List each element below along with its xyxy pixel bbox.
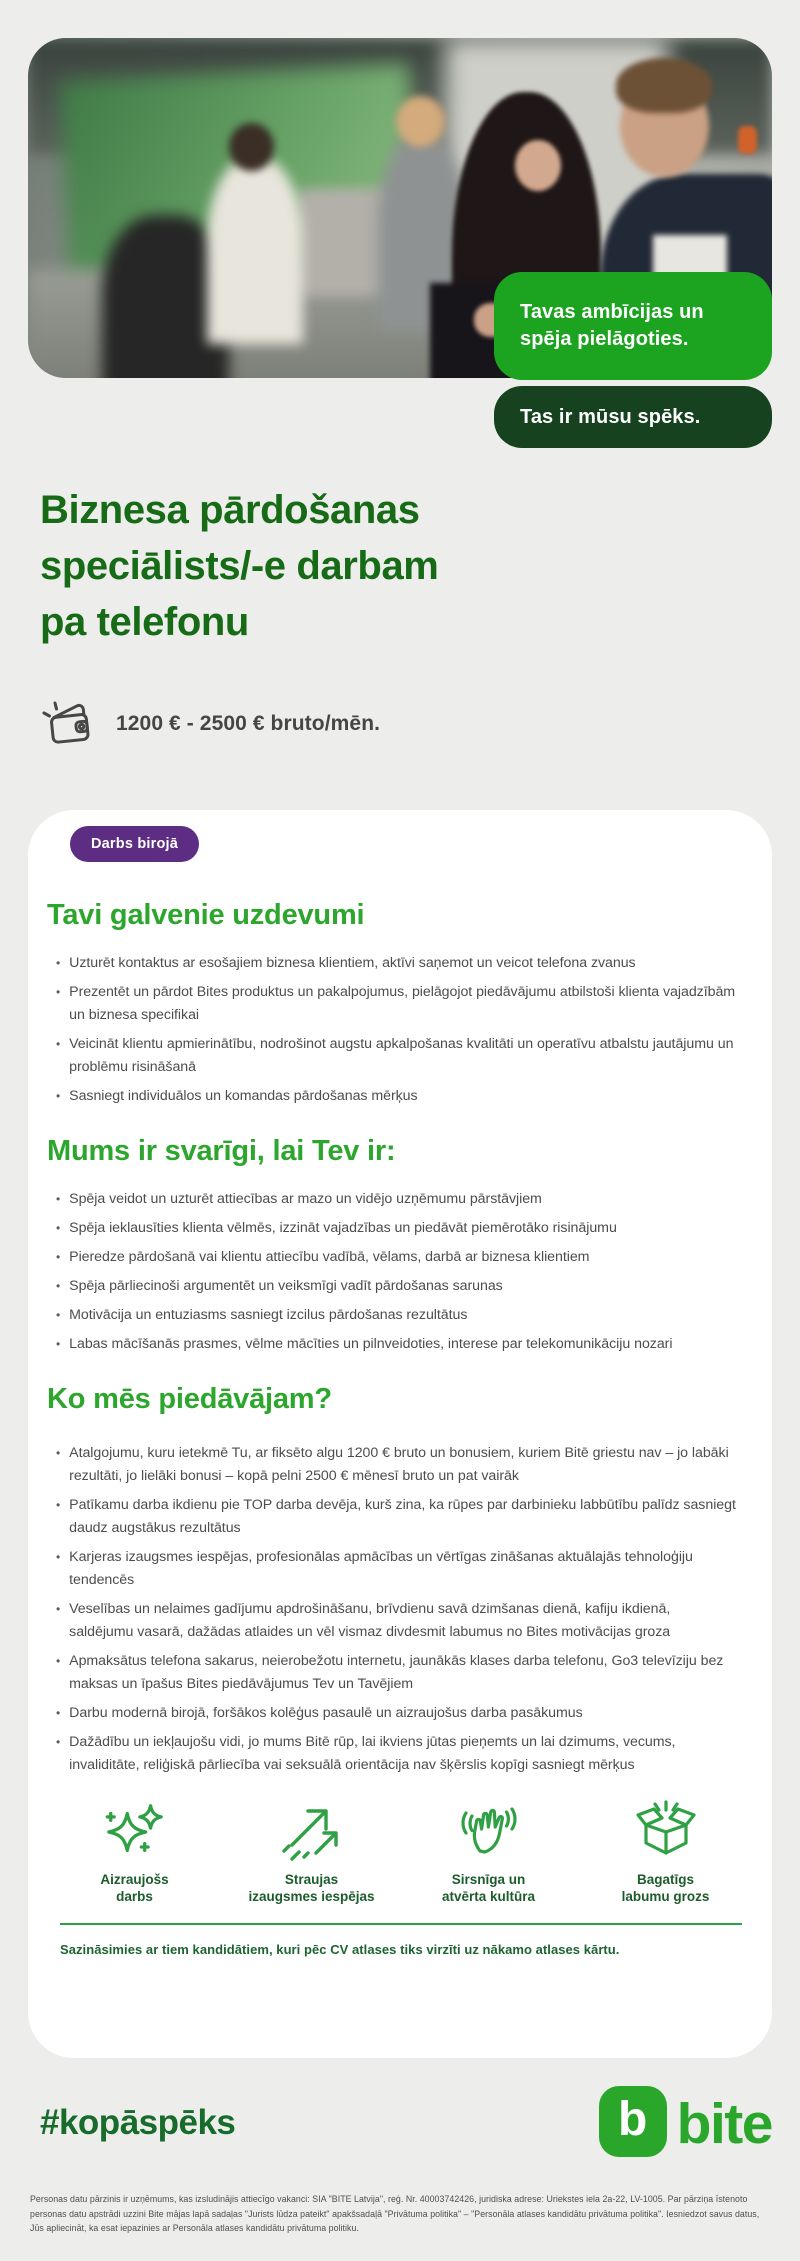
hero-badge-primary-line1: Tavas ambīcijas un — [520, 301, 704, 323]
hashtag-kopaspeks: #kopāspēks — [40, 2103, 236, 2142]
bullet-text: • Apmaksātus telefona sakarus, neierobežotu internetu, jaunākās klases darba telefonu, Go3 televīziju bez maksas un īpašus Bites piedāvājumus Tev un Tavējiem — [69, 1653, 724, 1692]
sparkles-icon — [102, 1799, 168, 1863]
perk-icon — [102, 1793, 168, 1863]
bite-logo-mark — [599, 2086, 667, 2157]
perk-label: Bagatīgs labumu grozs — [621, 1872, 710, 1904]
hero-badge-primary-line2: spēja pielāgoties. — [520, 328, 689, 350]
bullet-item — [56, 1333, 736, 1356]
bullet-item — [56, 1217, 736, 1240]
bullet-text: • Patīkamu darba ikdienu pie TOP darba devēja, kurš zina, ka rūpes par darbinieku labbūtību palīdz sasniegt daudz augstākus rezultātus — [69, 1497, 736, 1536]
job-section — [28, 1382, 772, 1777]
job-sections — [28, 898, 772, 1777]
growth-arrows-icon — [278, 1799, 346, 1863]
perk-item — [223, 1793, 400, 1905]
legal-text: Personas datu pārzinis ir uzņēmums, kas izsludinājis attiecīgo vakanci: SIA "BITE Latvija", reģ. Nr. 40003742426, juridiska adrese: Uriekstes iela 2a-22, LV-1005. Par pārziņa īstenoto personas datu apstrādi uzzini Bite mājas lapā sadaļas "Jurists lūdza pateikt" apakšsadaļā "Privātuma politika" – "Personāla atlases kandidātu privātuma politika". Iesniedzot savus datus, Jūs apliecināt, ka esat iepazinies ar Personāla atlases kandidātu privātuma politiku. — [30, 2194, 760, 2233]
perk-icon — [278, 1793, 346, 1863]
bullet-text: • Labas mācīšanās prasmes, vēlme mācīties un pilnveidoties, interese par telekomunikāciju nozari — [69, 1336, 673, 1352]
bullet-text: • Prezentēt un pārdot Bites produktus un pakalpojumus, pielāgojot piedāvājumu atbilstoši klienta vajadzībām un biznesa specifikai — [69, 984, 736, 1023]
divider-line — [60, 1923, 742, 1925]
section-heading: Ko mēs piedāvājam? — [47, 1383, 332, 1415]
bullet-item — [56, 1188, 736, 1211]
hero-badge-primary — [494, 272, 772, 380]
bullet-item — [56, 1033, 736, 1079]
bullet-item — [56, 1731, 736, 1777]
bullet-item — [56, 1442, 736, 1488]
bullet-item — [56, 1494, 736, 1540]
wallet-icon — [40, 700, 96, 748]
perk-label: Aizraujošs darbs — [100, 1872, 169, 1904]
hero-badge-secondary — [494, 386, 772, 448]
bullet-text: • Spēja pārliecinoši argumentēt un veiksmīgi vadīt pārdošanas sarunas — [69, 1278, 503, 1294]
bullet-text: • Karjeras izaugsmes iespējas, profesionālas apmācības un vērtīgas zināšanas aktuālajās tehnoloģiju tendencēs — [69, 1549, 693, 1588]
perk-icon — [455, 1793, 523, 1863]
section-heading: Tavi galvenie uzdevumi — [47, 899, 365, 931]
perk-item — [577, 1793, 754, 1905]
bullet-text: • Darbu modernā birojā, foršākos kolēģus pasaulē un aizraujošus darba pasākumus — [69, 1705, 583, 1721]
bullet-item — [56, 1702, 736, 1725]
section-bullet-list — [56, 1188, 736, 1356]
bullet-text: • Spēja veidot un uzturēt attiecības ar mazo un vidējo uzņēmumu pārstāvjiem — [69, 1191, 542, 1207]
job-section — [28, 898, 772, 1108]
job-section — [28, 1134, 772, 1356]
bullet-text: • Veicināt klientu apmierinātību, nodrošinot augstu apkalpošanas kvalitāti un operatīvu atbalstu jautājumu un problēmu risināšanā — [69, 1036, 734, 1075]
job-details-card — [28, 810, 772, 2058]
bullet-text: • Pieredze pārdošanā vai klientu attiecību vadībā, vēlams, darbā ar biznesa klientiem — [69, 1249, 590, 1265]
perk-item — [400, 1793, 577, 1905]
salary-row — [40, 700, 380, 748]
bite-logo-letter: b — [617, 2092, 648, 2146]
bullet-text: • Motivācija un entuziasms sasniegt izcilus pārdošanas rezultātus — [69, 1307, 468, 1323]
location-badge: Darbs birojā — [70, 826, 199, 862]
job-title: Biznesa pārdošanas speciālists/-e darbam pa telefonu — [40, 488, 439, 644]
perk-icon — [632, 1793, 700, 1863]
section-bullet-list — [56, 1442, 736, 1777]
selection-note: Sazināsimies ar tiem kandidātiem, kuri pēc CV atlases tiks virzīti uz nākamo atlases kārtu. — [60, 1942, 620, 1957]
perk-item — [46, 1793, 223, 1905]
bullet-item — [56, 1085, 736, 1108]
perk-label: Sirsnīga un atvērta kultūra — [441, 1872, 536, 1904]
section-bullet-list — [56, 952, 736, 1108]
bullet-text: • Atalgojumu, kuru ietekmē Tu, ar fiksēto algu 1200 € bruto un bonusiem, kuriem Bitē griestu nav – jo labāki rezultāti, jo lielāki bonusi – kopā pelni 2500 € mēnesī bruto un pat vairāk — [69, 1445, 729, 1484]
bullet-text: • Spēja ieklausīties klienta vēlmēs, izzināt vajadzības un piedāvāt piemērotāko risinājumu — [69, 1220, 617, 1236]
bullet-text: • Dažādību un iekļaujošu vidi, jo mums Bitē rūp, lai ikviens jūtas pieņemts un lai dzimums, vecums, invaliditāte, reliģiskā pārliecība vai seksuālā orientācija nav šķērslis kopīgi sasniegt mērķus — [69, 1734, 676, 1773]
bullet-item — [56, 1275, 736, 1298]
perks-row — [46, 1793, 754, 1905]
bullet-item — [56, 1246, 736, 1269]
bullet-text: • Veselības un nelaimes gadījumu apdrošināšanu, brīvdienu savā dzimšanas dienā, kafiju ikdienā, saldējumu vasarā, dažādas atlaides un vēl vismaz divdesmit labumus no Bites motivācijas groza — [69, 1601, 671, 1640]
bullet-item — [56, 1304, 736, 1327]
bullet-item — [56, 1546, 736, 1592]
bite-logo — [599, 2086, 772, 2157]
bite-logo-wordmark: bite — [676, 2091, 772, 2156]
bullet-text: • Uzturēt kontaktus ar esošajiem biznesa klientiem, aktīvi saņemot un veicot telefona zvanus — [69, 955, 636, 971]
perk-label: Straujas izaugsmes iespējas — [248, 1872, 375, 1904]
bullet-item — [56, 981, 736, 1027]
salary-text: 1200 € - 2500 € bruto/mēn. — [116, 712, 381, 735]
hero-badge-secondary-text: Tas ir mūsu spēks. — [520, 405, 701, 428]
bullet-item — [56, 1650, 736, 1696]
waving-hand-icon — [455, 1799, 523, 1863]
bullet-text: • Sasniegt individuālos un komandas pārdošanas mērķus — [69, 1088, 418, 1104]
bullet-item — [56, 952, 736, 975]
bullet-item — [56, 1598, 736, 1644]
open-gift-box-icon — [632, 1799, 700, 1863]
section-heading: Mums ir svarīgi, lai Tev ir: — [47, 1135, 396, 1167]
